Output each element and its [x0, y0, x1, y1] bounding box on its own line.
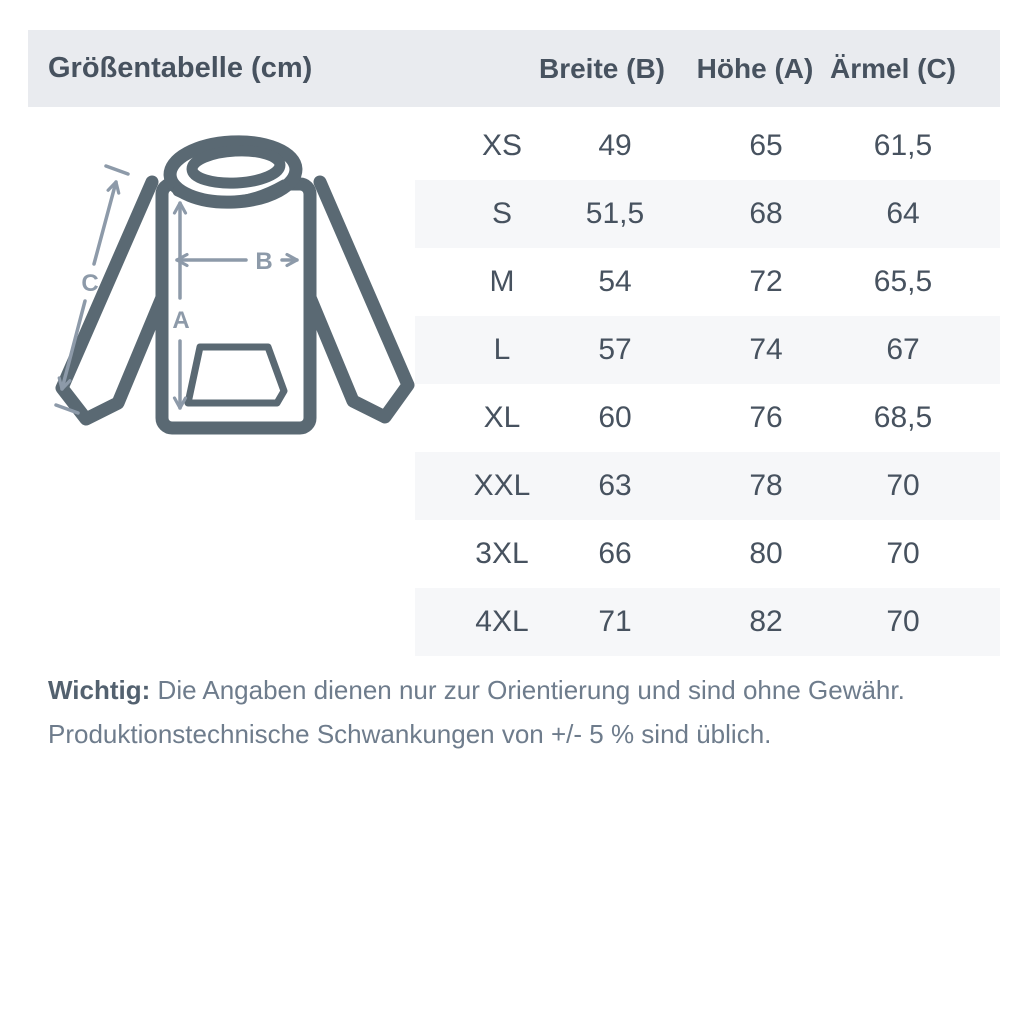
disclaimer-line-1 [48, 668, 978, 712]
kangaroo-pocket [188, 347, 284, 403]
breite-cell: 71 [598, 605, 632, 638]
aermel-cell: 64 [886, 197, 920, 230]
hoodie-measurement-diagram [40, 125, 415, 455]
column-header-aermel: Ärmel (C) [829, 53, 957, 84]
breite-cell: 63 [598, 469, 632, 502]
hoehe-cell: 65 [749, 129, 783, 162]
hoehe-cell: 72 [749, 265, 783, 298]
size-cell: M [489, 265, 515, 298]
right-sleeve [309, 182, 408, 417]
dimension-label-c: C [81, 270, 99, 297]
table-row-xl [415, 384, 1000, 452]
breite-cell: 54 [598, 265, 632, 298]
table-row-s [415, 180, 1000, 248]
table-row-m [415, 248, 1000, 316]
page-title: Größentabelle (cm) [48, 52, 313, 84]
dimension-label-a: A [172, 307, 190, 334]
table-row-4xl [415, 588, 1000, 656]
aermel-cell: 70 [886, 537, 920, 570]
hoehe-cell: 68 [749, 197, 783, 230]
table-row-l [415, 316, 1000, 384]
aermel-cell: 70 [886, 469, 920, 502]
hoehe-cell: 76 [749, 401, 783, 434]
size-cell: S [491, 197, 513, 230]
hoehe-cell: 82 [749, 605, 783, 638]
sleeve-tick-top [106, 166, 128, 174]
size-cell: XXL [473, 469, 531, 502]
aermel-cell: 68,5 [873, 401, 933, 434]
breite-cell: 66 [598, 537, 632, 570]
size-cell: 4XL [475, 605, 529, 638]
sleeve-arrow-upper [94, 182, 116, 264]
breite-cell: 49 [598, 129, 632, 162]
disclaimer-note [48, 668, 978, 756]
breite-cell: 51,5 [585, 197, 645, 230]
size-cell: XS [481, 129, 523, 162]
disclaimer-strong: Wichtig: [48, 675, 151, 705]
aermel-cell: 70 [886, 605, 920, 638]
table-row-3xl [415, 520, 1000, 588]
table-header-band [28, 30, 1000, 107]
breite-cell: 60 [598, 401, 632, 434]
aermel-cell: 65,5 [873, 265, 933, 298]
size-cell: 3XL [475, 537, 529, 570]
breite-cell: 57 [598, 333, 632, 366]
table-row-xxl [415, 452, 1000, 520]
hoehe-cell: 74 [749, 333, 783, 366]
disclaimer-text-1: Die Angaben dienen nur zur Orientierung und sind ohne Gewähr. [157, 675, 905, 705]
aermel-cell: 67 [886, 333, 920, 366]
size-cell: XL [483, 401, 521, 434]
dimension-label-b: B [255, 248, 273, 275]
disclaimer-line-2: Produktionstechnische Schwankungen von +/- 5 % sind üblich. [48, 719, 772, 749]
size-cell: L [493, 333, 511, 366]
hoehe-cell: 80 [749, 537, 783, 570]
hoehe-cell: 78 [749, 469, 783, 502]
left-sleeve [62, 182, 163, 419]
column-header-hoehe: Höhe (A) [696, 53, 814, 84]
table-row-xs [415, 112, 1000, 180]
column-header-breite: Breite (B) [538, 53, 666, 84]
size-table [415, 112, 1000, 656]
aermel-cell: 61,5 [873, 129, 933, 162]
